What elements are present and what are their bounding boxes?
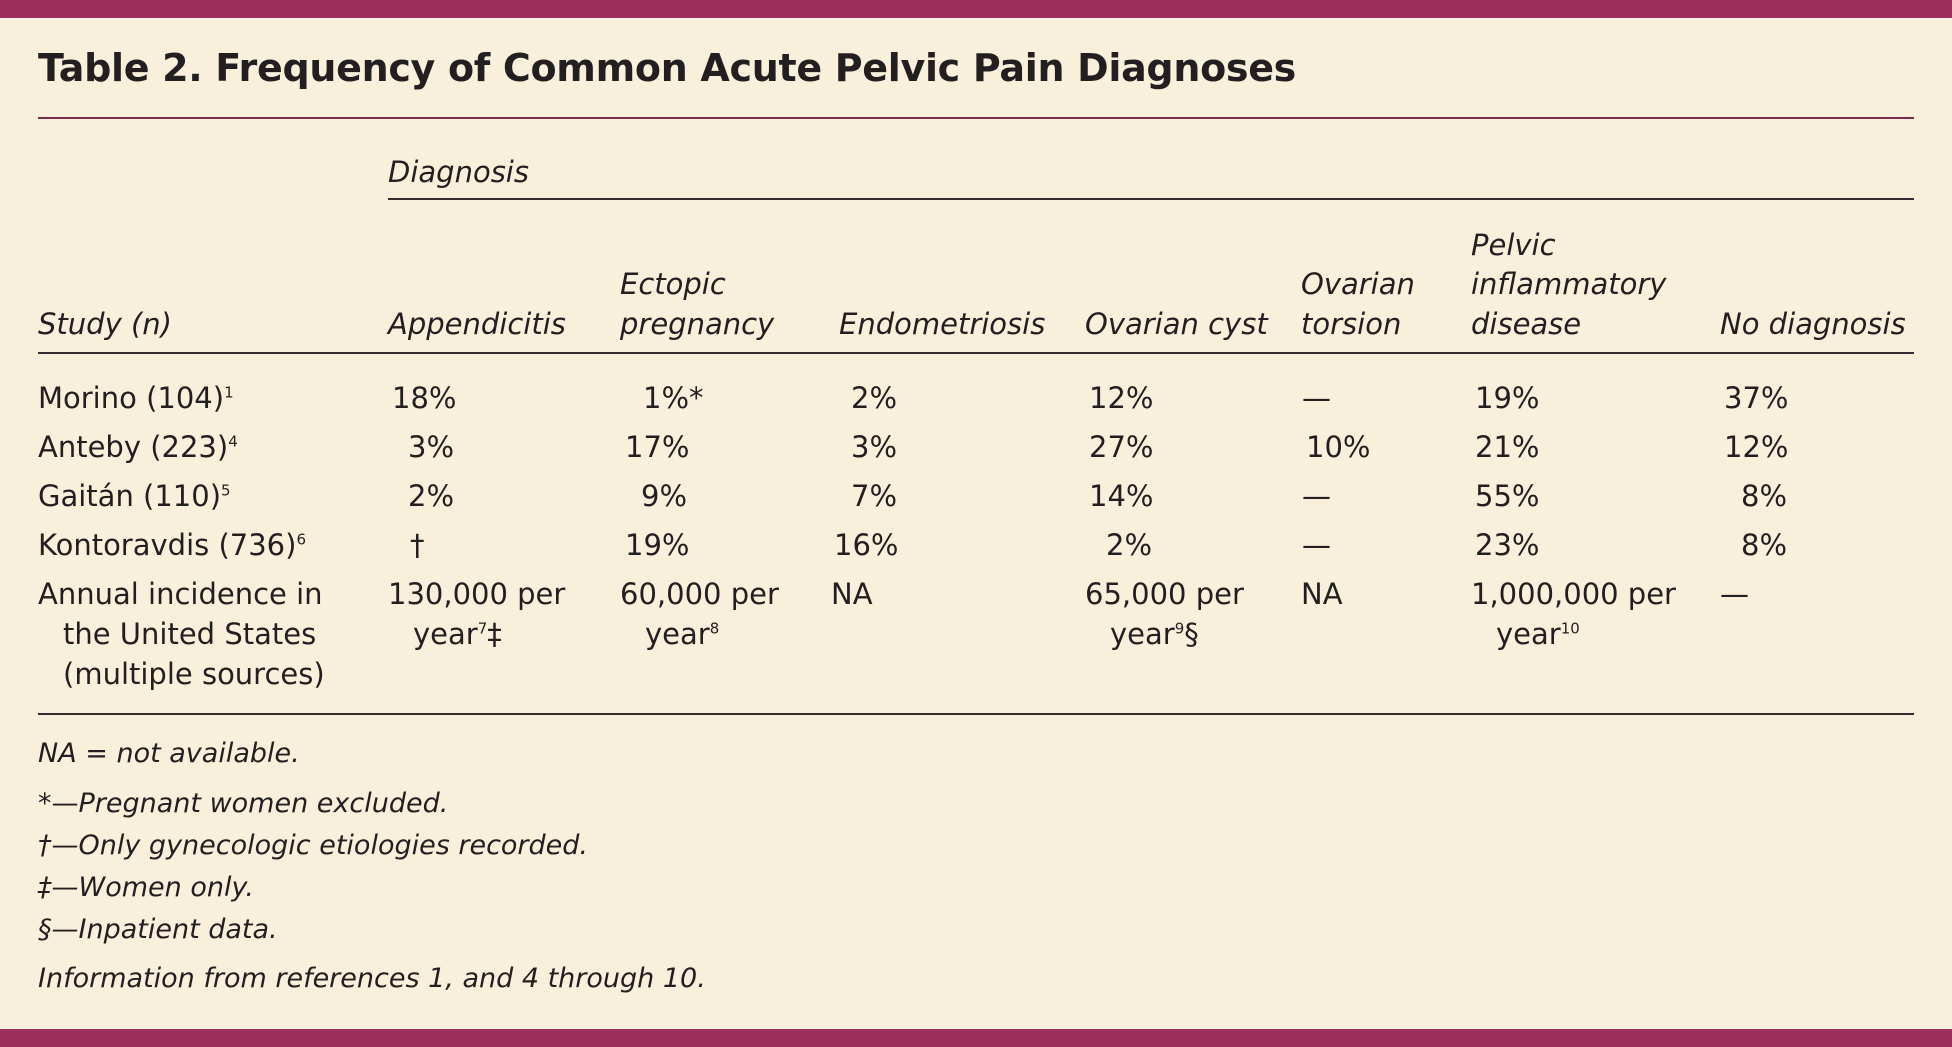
column-header-pid-line3: disease xyxy=(1471,307,1582,341)
table-cell: 7% xyxy=(851,479,898,513)
column-header-appendicitis: Appendicitis xyxy=(388,307,566,341)
footnote-na: NA = not available. xyxy=(38,738,300,769)
column-header-study: Study (n) xyxy=(38,307,172,341)
table-cell: 27% xyxy=(1089,430,1154,464)
incidence-endometriosis: NA xyxy=(831,577,873,611)
table-cell: 2% xyxy=(408,479,455,513)
column-header-pid-line1: Pelvic xyxy=(1471,228,1556,262)
column-header-pid-line2: inflammatory xyxy=(1471,267,1667,301)
top-color-band xyxy=(0,0,1952,18)
incidence-torsion: NA xyxy=(1301,577,1343,611)
table-cell: 12% xyxy=(1724,430,1789,464)
table-row-study: Kontoravdis $(736)^6$ xyxy=(38,528,306,562)
bottom-rule xyxy=(38,713,1914,715)
table-cell: 37% xyxy=(1724,381,1789,415)
table-cell: 3% xyxy=(408,430,455,464)
table-row-study: Morino $(104)^1$ xyxy=(38,381,234,415)
column-header-torsion-line2: torsion xyxy=(1301,307,1402,341)
table-cell: 12% xyxy=(1089,381,1154,415)
table-cell: 2% xyxy=(1106,528,1153,562)
table-cell: 55% xyxy=(1475,479,1540,513)
footnote-sources: Information from references 1, and 4 through 10. xyxy=(38,963,706,994)
table-cell: 19% xyxy=(625,528,690,562)
table-title: Table 2. Frequency of Common Acute Pelvic Pain Diagnoses xyxy=(38,46,1297,90)
table-cell: — xyxy=(1302,528,1331,562)
footnote-double-dagger: ‡—Women only. xyxy=(38,872,254,903)
column-header-endometriosis: Endometriosis xyxy=(839,307,1046,341)
incidence-appendicitis-line2: year$^7$‡ xyxy=(413,617,502,651)
incidence-label-line3: (multiple sources) xyxy=(63,657,325,691)
table-cell: 3% xyxy=(851,430,898,464)
table-cell: 16% xyxy=(834,528,899,562)
column-header-ectopic-line1: Ectopic xyxy=(620,267,726,301)
table-cell: 10% xyxy=(1306,430,1371,464)
footnote-asterisk: *—Pregnant women excluded. xyxy=(38,788,449,819)
incidence-none: — xyxy=(1720,577,1749,611)
table-cell: 9% xyxy=(641,479,688,513)
table-cell: 17% xyxy=(625,430,690,464)
footnote-dagger: †—Only gynecologic etiologies recorded. xyxy=(38,830,589,861)
table-cell: 19% xyxy=(1475,381,1540,415)
incidence-pid-line1: 1,000,000 per xyxy=(1471,577,1676,611)
table-cell: † xyxy=(410,528,425,562)
table-row-study: Anteby $(223)^4$ xyxy=(38,430,238,464)
table-cell: — xyxy=(1302,479,1331,513)
bottom-color-band xyxy=(0,1029,1952,1047)
table-cell: 21% xyxy=(1475,430,1540,464)
column-header-ovarian-cyst: Ovarian cyst xyxy=(1085,307,1268,341)
column-header-torsion-line1: Ovarian xyxy=(1301,267,1415,301)
group-header-rule xyxy=(388,198,1914,200)
table-cell: 2% xyxy=(851,381,898,415)
footnote-section: §—Inpatient data. xyxy=(38,914,278,945)
table-cell: 8% xyxy=(1741,528,1788,562)
incidence-appendicitis-line1: 130,000 per xyxy=(388,577,566,611)
table-cell: 14% xyxy=(1089,479,1154,513)
table-cell: 1%* xyxy=(643,381,704,415)
incidence-label-line1: Annual incidence in xyxy=(38,577,323,611)
incidence-pid-line2: year$^{10}$ xyxy=(1496,617,1580,651)
incidence-label-line2: the United States xyxy=(63,617,317,651)
incidence-ectopic-line1: 60,000 per xyxy=(620,577,779,611)
group-header-diagnosis: Diagnosis xyxy=(388,155,529,189)
incidence-ovarian-cyst-line1: 65,000 per xyxy=(1085,577,1244,611)
table-cell: 8% xyxy=(1741,479,1788,513)
incidence-ectopic-line2: year$^8$ xyxy=(645,617,720,651)
table-cell: — xyxy=(1302,381,1331,415)
header-rule xyxy=(38,352,1914,354)
incidence-ovarian-cyst-line2: year$^9$§ xyxy=(1110,617,1199,651)
table-cell: 23% xyxy=(1475,528,1540,562)
title-rule xyxy=(38,117,1914,119)
table-row-study: Gaitán $(110)^5$ xyxy=(38,479,231,513)
column-header-no-diagnosis: No diagnosis xyxy=(1720,307,1906,341)
table-cell: 18% xyxy=(392,381,457,415)
column-header-ectopic-line2: pregnancy xyxy=(620,307,775,341)
